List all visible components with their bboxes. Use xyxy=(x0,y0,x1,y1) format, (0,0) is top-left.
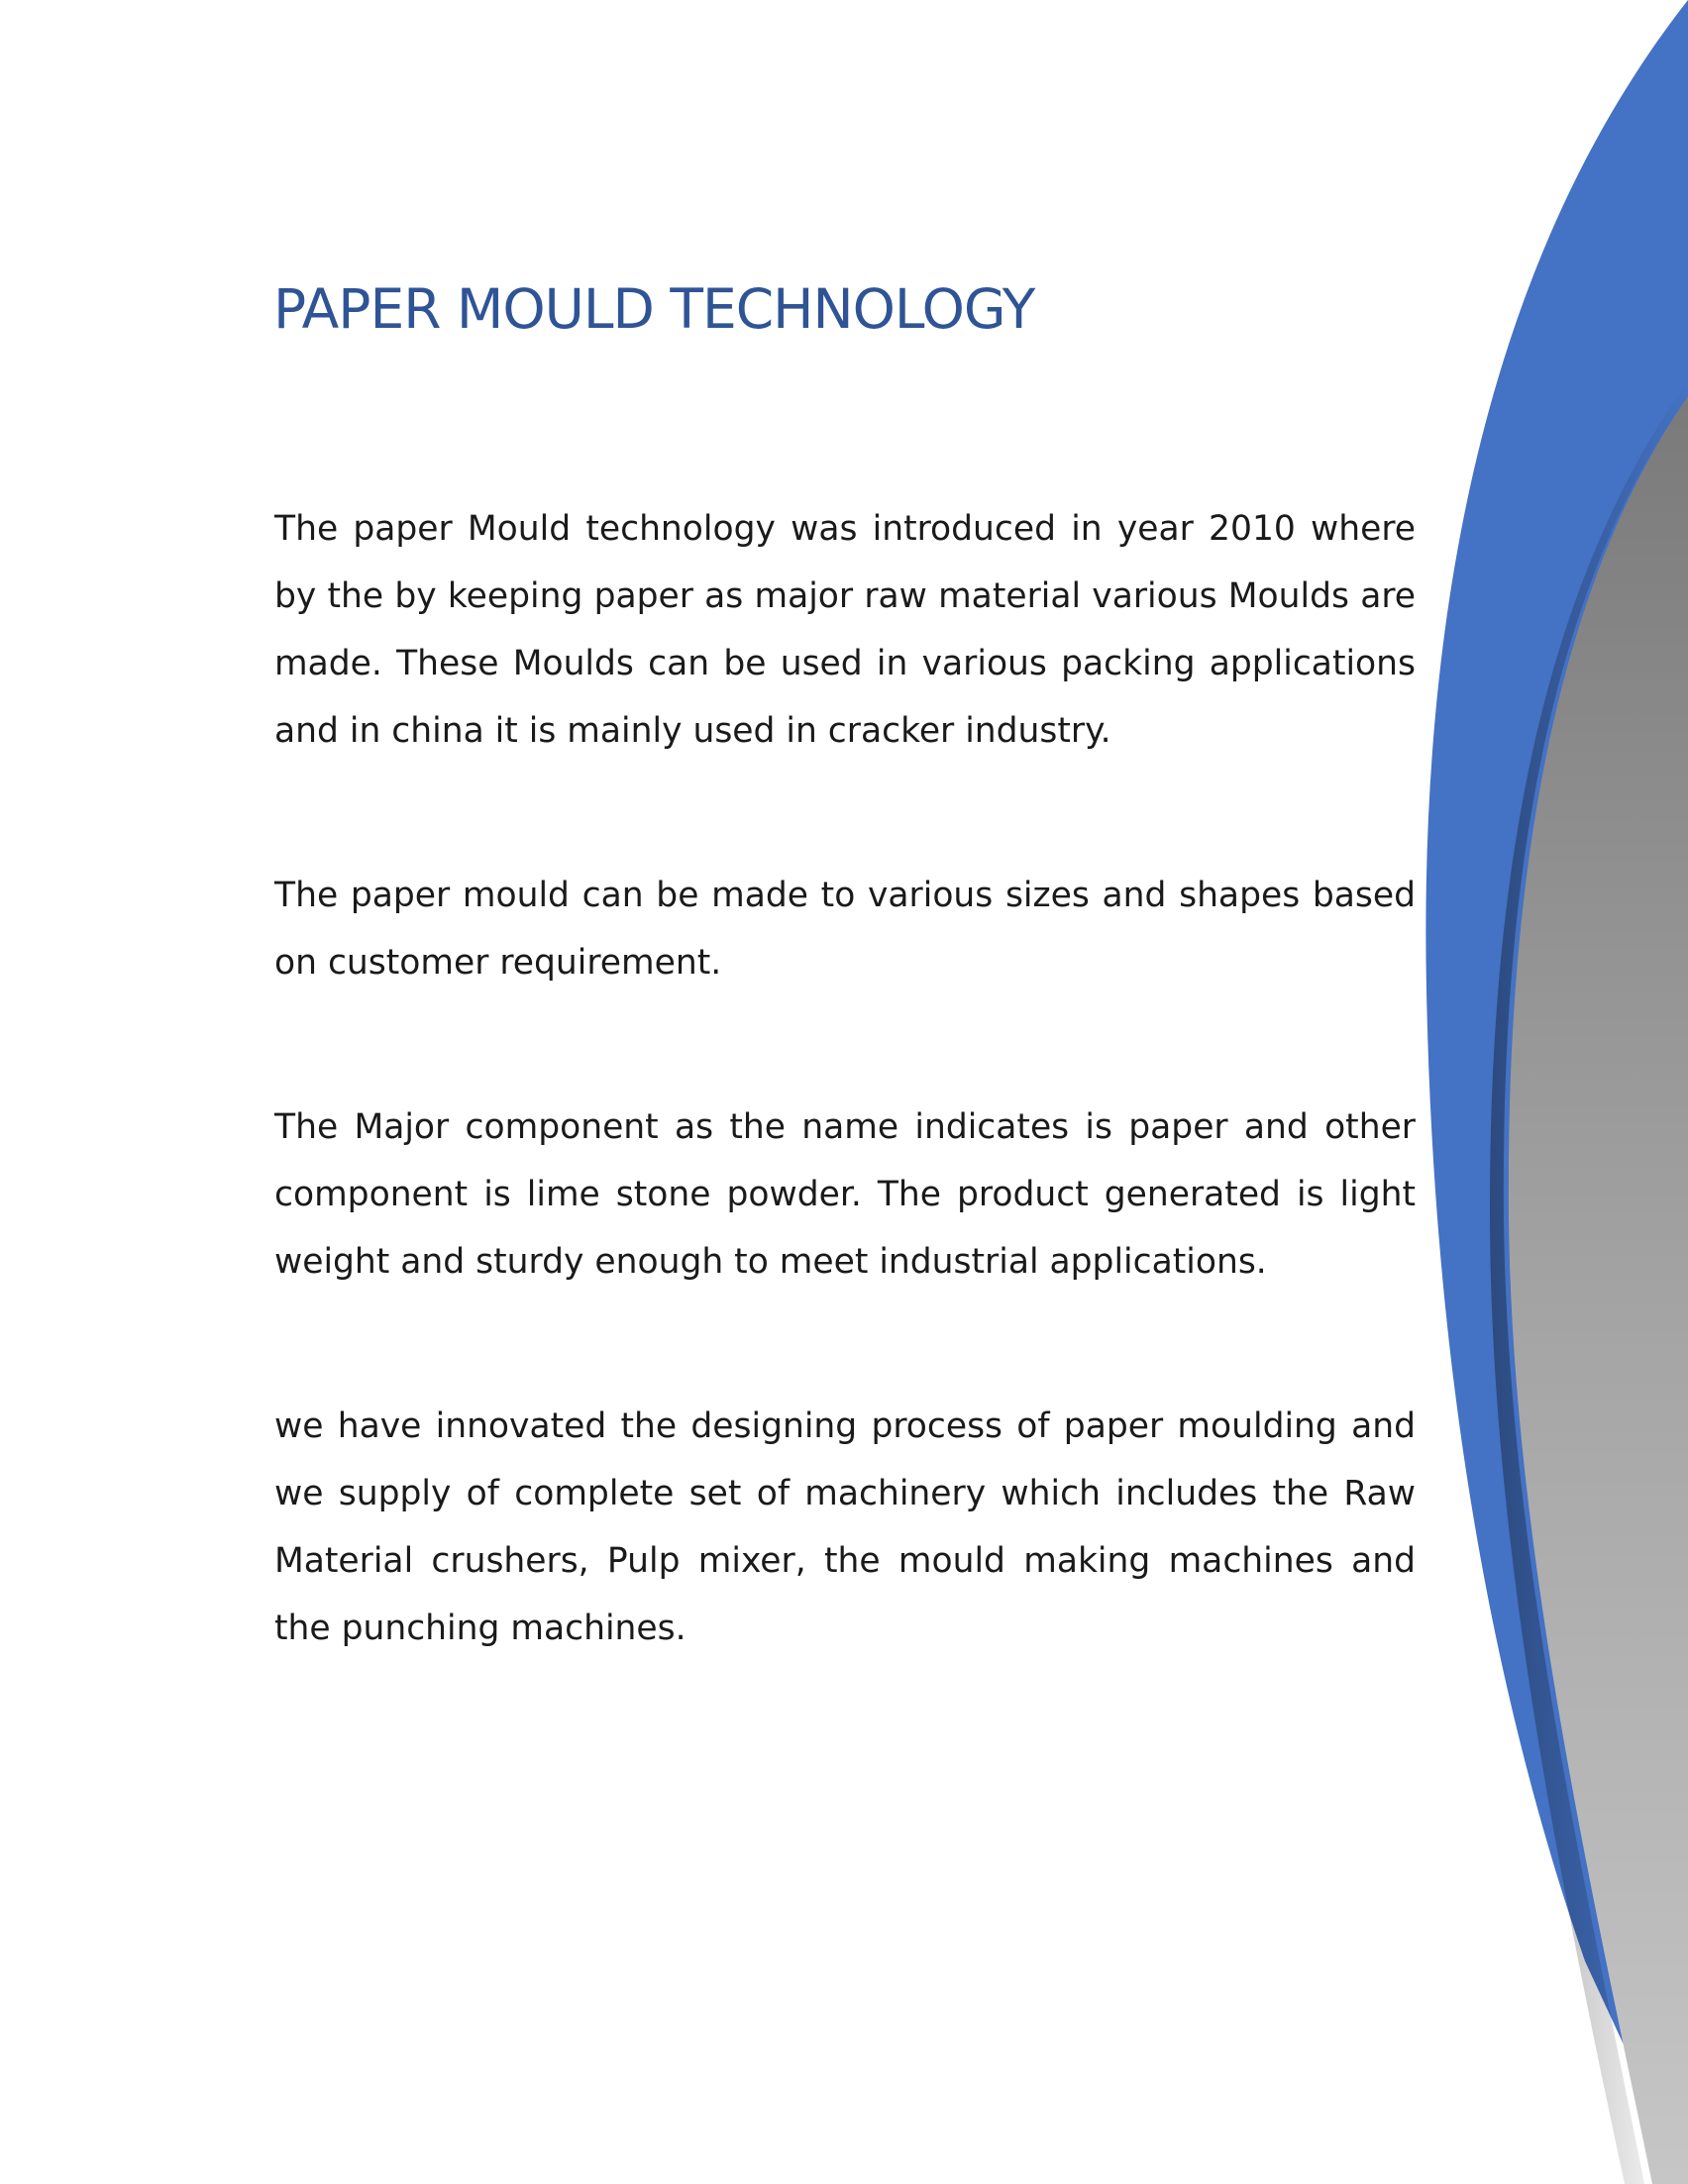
swoosh-shadow-shape xyxy=(1490,381,1688,2184)
body-text xyxy=(274,495,1416,1662)
page-title: PAPER MOULD TECHNOLOGY xyxy=(273,277,1035,341)
paragraph-components: The Major component as the name indicates is paper and other component is lime stone powder. The product generated is light weight and sturdy enough to meet industrial applications. xyxy=(274,1107,1416,1282)
gray-swoosh-shape xyxy=(1509,396,1688,2184)
paragraph-machinery: we have innovated the designing process of paper moulding and we supply of complete set of machinery which includes the Raw Material crushers, Pulp mixer, the mould making machines and the punching machines. xyxy=(274,1406,1416,1648)
paragraph-intro: The paper Mould technology was introduced in year 2010 where by the by keeping paper as major raw material various Moulds are made. These Moulds can be used in various packing applications and in china it is mainly used in cracker industry. xyxy=(274,509,1416,751)
blue-swoosh-shape xyxy=(1425,0,1688,2184)
paragraph-sizes: The paper mould can be made to various sizes and shapes based on customer requirement. xyxy=(274,876,1416,983)
